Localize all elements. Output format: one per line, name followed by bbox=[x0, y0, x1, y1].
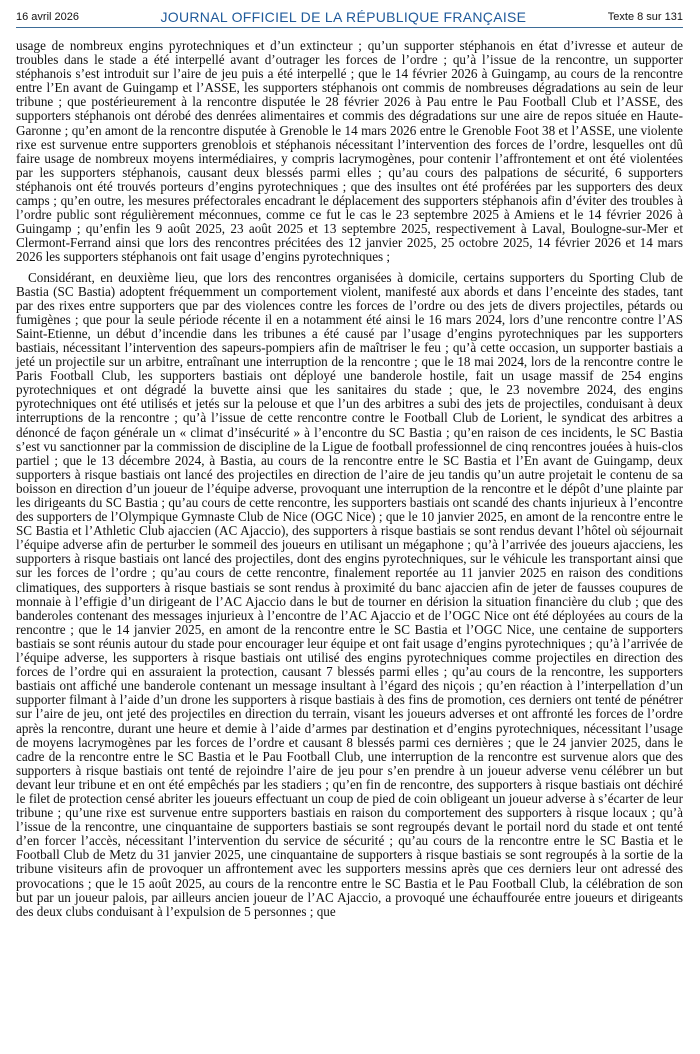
document-body bbox=[16, 39, 683, 919]
publication-date: 16 avril 2026 bbox=[16, 11, 79, 23]
paragraph-considerant-bastia: Considérant, en deuxième lieu, que lors des rencontres organisées à domicile, certains supporters du Sporting Club de Bastia (SC Bastia) adoptent fréquemment un comportement violent, manifesté aux abords et dans l’enceinte des stades, tant par des rixes entre supporters que par des violences contre les forces de l’ordre ou des jets de divers projectiles, pétards ou fumigènes ; que pour la seule période récente il en a notamment été ainsi le 16 mars 2024, lors d’une rencontre contre l’AS Saint-Etienne, un début d’incendie dans les tribunes a été causé par l’usage d’engins pyrotechniques par les supporters bastiais, nécessitant l’intervention des sapeurs-pompiers afin de maîtriser le feu ; qu’à cette occasion, un supporter bastiais a jeté un projectile sur un arbitre, entraînant une interruption de la rencontre ; que le 18 mai 2024, lors de la rencontre contre le Paris Football Club, les supporters bastiais ont déployé une banderole hostile, fait un usage massif de 254 engins pyrotechniques et ont dégradé la buvette ainsi que les sanitaires du stade ; que, le 23 novembre 2024, des engins pyrotechniques ont été utilisés et jetés sur la pelouse et que l’un des arbitres a subi des jets de projectiles, conduisant à deux interruptions de la rencontre ; qu’à l’issue de cette rencontre contre le Football Club de Lorient, le syndicat des arbitres a dénoncé de façon générale un « climat d’insécurité » à l’encontre du SC Bastia ; qu’en raison de ces incidents, le SC Bastia s’est vu sanctionner par la commission de discipline de la Ligue de football professionnel de cinq rencontres jouées à huis-clos partiel ; que le 13 décembre 2024, à Bastia, au cours de la rencontre entre le SC Bastia et l’En avant de Guingamp, deux supporters à risque bastiais ont lancé des projectiles en direction de l’aire de jeu tandis qu’un autre projetait le contenu de sa boisson en direction d’un joueur de l’équipe adverse, provoquant une interruption de la rencontre et le dépôt d’une plainte par les dirigeants du SC Bastia ; qu’au cours de cette rencontre, les supporters bastiais ont scandé des chants injurieux à l’encontre des supporters de l’Olympique Gymnaste Club de Nice (OGC Nice) ; que le 10 janvier 2025, en amont de la rencontre entre le SC Bastia et l’Athletic Club ajaccien (AC Ajaccio), des supporters à risque bastiais se sont rendus devant l’hôtel où séjournait l’équipe adverse afin de perturber le sommeil des joueurs en utilisant un mégaphone ; qu’à l’arrivée des joueurs ajacciens, les supporters à risque bastiais ont lancé des projectiles, dont des engins pyrotechniques, sur le véhicule les transportant ainsi que sur les forces de l’ordre ; qu’au cours de cette rencontre, finalement reportée au 11 janvier 2025 en raison des conditions climatiques, des supporters à risque bastiais se sont rendus à proximité du banc ajaccien afin de jeter de fausses coupures de monnaie à l’effigie d’un dirigeant de l’AC Ajaccio dans le but de tourner en dérision la situation financière du club ; que des banderoles contenant des messages injurieux à l’encontre de l’AC Ajaccio et de l’OGC Nice ont été déployées au cours de la rencontre ; que le 14 janvier 2025, en amont de la rencontre entre le SC Bastia et l’OGC Nice, une centaine de supporters bastiais se sont réunis autour du stade pour encourager leur équipe et ont fait usage d’engins pyrotechniques ; qu’à l’arrivée de l’équipe adverse, les supporters à risque bastiais ont utilisé des engins pyrotechniques comme projectiles en direction des forces de l’ordre qui en assuraient la protection, causant 7 blessés parmi elles ; qu’au cours de la rencontre, les supporters bastiais ont affiché une banderole contenant un message insultant à l’égard des niçois ; qu’en réaction à l’interpellation d’un supporter filmant à l’aide d’un drone les supporters à risque bastiais à des fins de promotion, ces derniers ont tenté de pénétrer sur l’aire de jeu, ont jeté des projectiles en direction du terrain, visant les joueurs adverses et ont affronté les forces de l’ordre après la rencontre, durant une heure et demie à l’aide d’armes par destination et d’engins pyrotechniques, nécessitant l’usage de moyens lacrymogènes par les forces de l’ordre et causant 8 blessés parmi ces dernières ; que le 24 janvier 2025, dans le cadre de la rencontre entre le SC Bastia et le Pau Football Club, une interruption de la rencontre est survenue alors que des supporters à risque bastiais ont tenté de rejoindre l’aire de jeu pour s’en prendre à un joueur adverse venu célébrer un but devant leur tribune et en ont été empêchés par les stadiers ; qu’en fin de rencontre, des supporters à risque bastiais ont déchiré le filet de protection censé abriter les joueurs effectuant un coup de pied de coin obligeant un joueur adverse à s’écarter de leur tribune ; qu’une rixe est survenue entre supporters bastiais en raison du comportement des supporters à risque locaux ; qu’à l’issue de la rencontre, une cinquantaine de supporters bastiais se sont regroupés devant le portail nord du stade et ont tenté d’en forcer l’accès, nécessitant l’intervention du service de sécurité ; qu’au cours de la rencontre entre le SC Bastia et le Football Club de Metz du 31 janvier 2025, une cinquantaine de supporters à risque bastiais se sont regroupés à la sortie de la tribune visiteurs afin de provoquer un affrontement avec les supporters messins après que ces derniers leur ont adressé des provocations ; que le 15 août 2025, au cours de la rencontre entre le SC Bastia et le Pau Football Club, la célébration de son but par un joueur palois, par ailleurs ancien joueur de l’AC Ajaccio, a provoqué une échauffourée entre joueurs et dirigeants des deux clubs conduisant à l’expulsion de 5 personnes ; que bbox=[16, 269, 683, 919]
page-indicator: Texte 8 sur 131 bbox=[607, 11, 683, 23]
paragraph-continuation: usage de nombreux engins pyrotechniques et d’un extincteur ; qu’un supporter stéphanois en état d’ivresse et auteur de troubles dans le stade a été interpellé avant d’outrager les forces de l’ordre ; qu’à l’issue de la rencontre, un supporter stéphanois s’est introduit sur l’aire de jeu puis a été interpellé ; que le 14 février 2026 à Guingamp, au cours de la rencontre entre l’En avant de Guingamp et l’ASSE, les supporters stéphanois ont commis de nombreuses dégradations au sein de leur tribune ; que postérieurement à la rencontre disputée le 28 février 2026 à Pau entre le Pau Football Club et l’ASSE, des supporters stéphanois ont dérobé des denrées alimentaires et commis des dégradations sur une aire de repos située en Haute-Garonne ; qu’en amont de la rencontre disputée à Grenoble le 14 mars 2026 entre le Grenoble Foot 38 et l’ASSE, une violente rixe est survenue entre supporters grenoblois et stéphanois nécessitant l’intervention des forces de l’ordre, lesquelles ont dû faire usage de nombreux moyens intermédiaires, y compris lacrymogènes, pour contenir l’affrontement et ont été violentées par les supporters stéphanois, causant deux blessés parmi elles ; qu’au cours des palpations de sécurité, 6 supporters stéphanois ont été trouvés porteurs d’engins pyrotechniques ; que des insultes ont été proférées par les supporters des deux camps ; qu’en outre, les mesures préfectorales encadrant le déplacement des supporters stéphanois afin d’éviter des troubles à l’ordre public sont régulièrement méconnues, comme ce fut le cas le 23 septembre 2025 à Amiens et le 14 février 2026 à Guingamp ; qu’enfin les 9 août 2025, 23 août 2025 et 13 septembre 2025, respectivement à Laval, Boulogne-sur-Mer et Clermont-Ferrand ainsi que lors des rencontres précitées des 12 janvier 2025, 25 octobre 2025, 14 février 2026 et 14 mars 2026 les supporters stéphanois ont fait usage d’engins pyrotechniques ; bbox=[16, 38, 683, 265]
journal-title: JOURNAL OFFICIEL DE LA RÉPUBLIQUE FRANÇAISE bbox=[160, 9, 527, 25]
journal-header bbox=[16, 0, 683, 28]
